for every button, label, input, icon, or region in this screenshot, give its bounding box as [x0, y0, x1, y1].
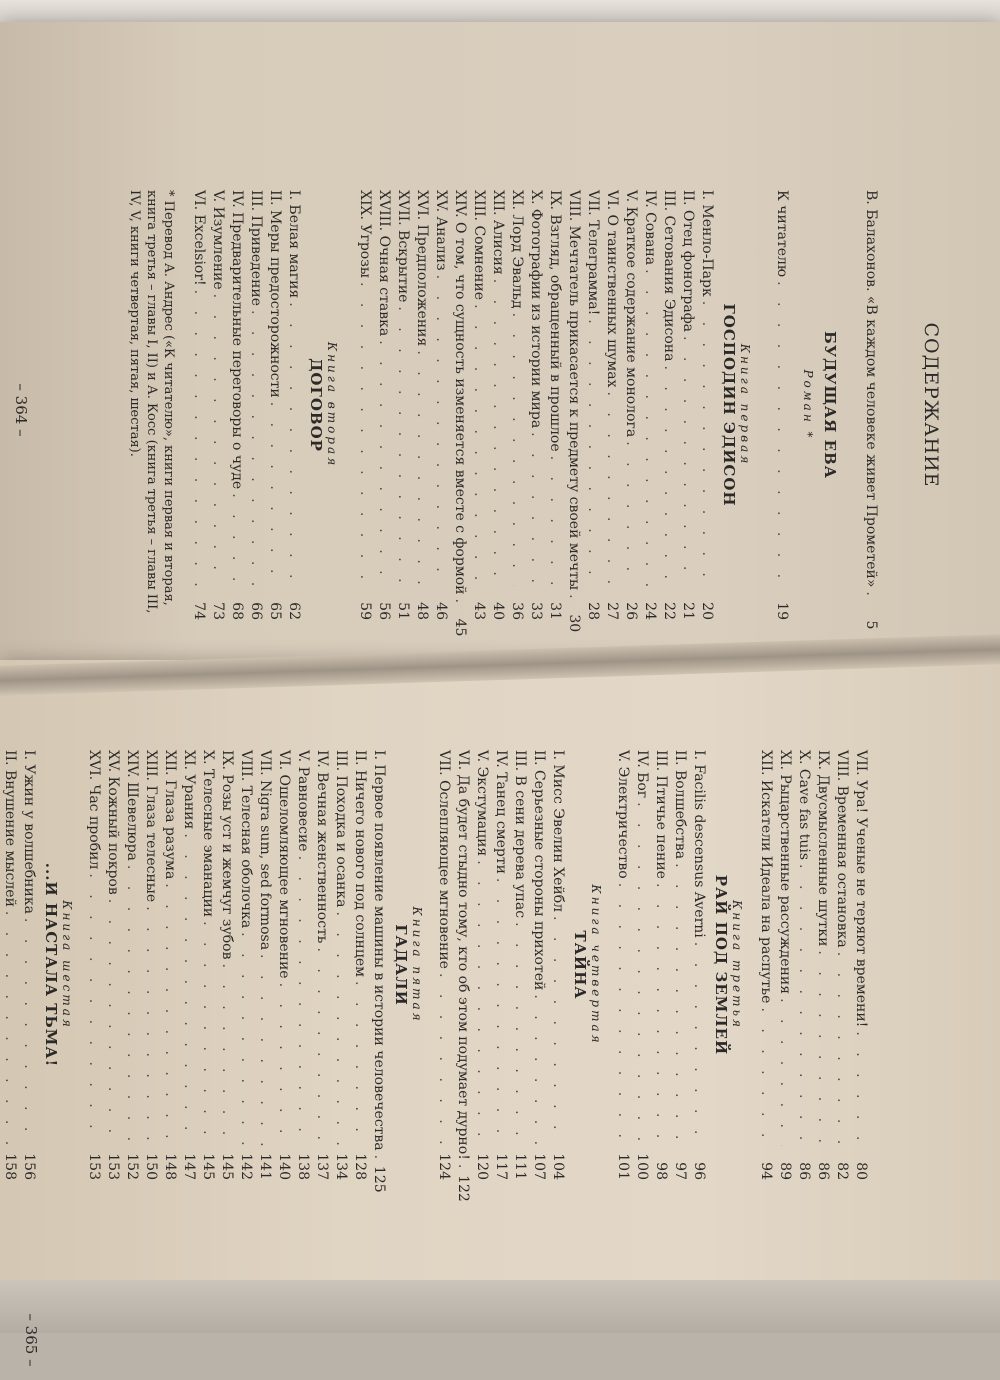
entry-page: 82: [834, 1162, 850, 1180]
leader-dots: [19, 914, 38, 1146]
toc-entry: [640, 190, 659, 620]
entry-page: 26: [623, 602, 639, 620]
leader-dots: [659, 361, 678, 586]
toc-entry: [453, 750, 472, 1202]
toc-entry: [355, 190, 374, 620]
entry-page: 31: [547, 602, 563, 620]
entry-page: 101: [615, 1153, 631, 1180]
toc-entry: [84, 750, 103, 1180]
toc-entry: [469, 190, 488, 620]
toc-entry: [507, 190, 526, 620]
entry-page: 73: [210, 602, 226, 620]
entry-page: 107: [531, 1153, 547, 1180]
leader-dots: [217, 959, 236, 1146]
entry-page: 27: [604, 602, 620, 620]
entry-page: 140: [276, 1153, 292, 1180]
leader-dots: [813, 946, 832, 1146]
entry-page: 142: [238, 1153, 254, 1180]
right-page-content: [0, 700, 1000, 1367]
entry-page: 145: [200, 1153, 216, 1180]
toc-entry: [488, 190, 507, 620]
book3-chapter-list: [613, 750, 708, 1180]
leader-dots: [564, 590, 583, 598]
entry-page: 40: [490, 602, 506, 620]
leader-dots: [613, 879, 632, 1146]
toc-entry: [227, 190, 246, 620]
leader-dots: [510, 918, 529, 1146]
book2-label: Книга вторая: [325, 341, 339, 469]
entry-title: VII. Ослепляющее мгновение: [436, 750, 452, 969]
leader-dots: [103, 895, 122, 1146]
entry-title: IX. Розы уст и жемчуг зубов: [219, 750, 235, 960]
book1-chapter-list: [355, 190, 716, 637]
entry-title: III. Походка и осанка: [333, 750, 349, 908]
translation-footnote: * Перевод А. Андрес («К читателю», книги первая и вторая, книга третья – главы I, II) и А. Косс (книга третья – главы III, IV, V, книги четвертая, пятая, шестая).: [127, 190, 176, 614]
leader-dots: [491, 874, 510, 1146]
leader-dots: [472, 856, 491, 1146]
toc-entry: [217, 750, 236, 1180]
entry-title: II. Волшебства: [672, 750, 688, 860]
entry-page: 45: [452, 618, 468, 637]
toc-entry: [312, 750, 331, 1180]
toc-entry: [526, 190, 545, 620]
entry-page: 117: [493, 1153, 509, 1180]
toc-entry: [431, 190, 450, 620]
entry-title: XII. Алисия: [490, 190, 506, 275]
left-page-content: [0, 40, 1000, 680]
leader-dots: [772, 277, 791, 586]
toc-entry: [510, 750, 529, 1180]
toc-entry: [393, 190, 412, 620]
toc-entry: [851, 750, 870, 1180]
book4-chapter-list: [434, 750, 567, 1202]
entry-page: 28: [585, 602, 601, 620]
toc-entry: [208, 190, 227, 620]
entry-title: VI. Ошеломляющее мгновение: [276, 750, 292, 979]
entry-title: XIII. Глаза телесные: [143, 750, 159, 903]
entry-title: VII. Nigra sum, sed formosa: [257, 750, 273, 951]
leader-dots: [794, 860, 813, 1146]
novel-title: БУДУЩАЯ ЕВА: [821, 331, 839, 479]
entry-title: I. Facilis descensus Averni: [691, 750, 707, 938]
book5-chapter-list: [84, 750, 388, 1193]
toc-entry: [545, 190, 564, 620]
toc-entry: [350, 750, 369, 1180]
leader-dots: [312, 943, 331, 1146]
leader-dots: [355, 278, 374, 586]
entry-title: VIII. Телесная оболочка: [238, 750, 254, 929]
leader-dots: [198, 917, 217, 1146]
entry-page: 30: [566, 614, 582, 633]
toc-entry: [160, 750, 179, 1180]
entry-page: 56: [376, 602, 392, 620]
toc-entry: [122, 750, 141, 1180]
leader-dots: [640, 265, 659, 586]
entry-page: 5: [863, 620, 879, 630]
entry-page: 36: [509, 602, 525, 620]
toc-entry: [689, 750, 708, 1180]
page-number-right: – 365 –: [22, 1313, 40, 1367]
toc-entry: [670, 750, 689, 1180]
entry-page: 20: [699, 602, 715, 620]
leader-dots: [284, 298, 303, 586]
leader-dots: [756, 1003, 775, 1146]
book3-tail-chapter-list: [756, 750, 870, 1180]
entry-page: 86: [796, 1162, 812, 1180]
entry-page: 141: [257, 1153, 273, 1180]
leader-dots: [469, 300, 488, 586]
toc-left: [126, 190, 942, 637]
leader-dots: [434, 969, 453, 1146]
leader-dots: [84, 869, 103, 1146]
entry-page: 48: [414, 602, 430, 620]
leader-dots: [861, 587, 880, 595]
entry-page: 21: [680, 602, 696, 620]
toc-entry: [0, 750, 19, 1180]
leader-dots: [160, 879, 179, 1146]
leader-dots: [350, 977, 369, 1146]
entry-page: 150: [143, 1153, 159, 1180]
entry-title: XIII. Сомнение: [471, 190, 487, 301]
toc-entry: [236, 750, 255, 1180]
entry-page: 65: [267, 602, 283, 620]
entry-title: IV. Предварительные переговоры о чуде: [229, 190, 245, 490]
leader-dots: [526, 428, 545, 586]
toc-entry: [369, 750, 388, 1193]
book2-title: ДОГОВОР: [307, 358, 325, 452]
novel-subtitle: Роман *: [801, 369, 815, 441]
entry-page: 104: [550, 1153, 566, 1180]
entry-page: 134: [333, 1153, 349, 1180]
leader-dots: [851, 1027, 870, 1146]
leader-dots: [431, 271, 450, 586]
leader-dots: [208, 290, 227, 586]
entry-title: II. Отец фонографа: [680, 190, 696, 333]
entry-page: 33: [528, 602, 544, 620]
entry-page: 51: [395, 602, 411, 620]
entry-title: XI. Рыцарственные рассуждения: [777, 750, 793, 995]
entry-page: 98: [653, 1162, 669, 1180]
entry-title: I. Менло-Парк: [699, 190, 715, 297]
entry-page: 153: [105, 1153, 121, 1180]
entry-title: XV. Кожный покров: [105, 750, 121, 895]
leader-dots: [393, 302, 412, 586]
book6-label: Книга шестая: [60, 900, 74, 1030]
book4-title: ТАЙНА: [571, 930, 589, 1000]
entry-page: 148: [162, 1153, 178, 1180]
entry-title: К читателю: [774, 190, 790, 278]
book1-title: ГОСПОДИН ЭДИСОН: [720, 303, 738, 507]
entry-title: VIII. Временная остановка: [834, 750, 850, 948]
toc-entry: [246, 190, 265, 620]
entry-page: 128: [352, 1153, 368, 1180]
toc-entry: [775, 750, 794, 1180]
toc-entry: [583, 190, 602, 620]
book5-title: ГАДАЛИ: [392, 924, 410, 1006]
toc-entry: [613, 750, 632, 1180]
entry-title: III. Сетования Эдисона: [661, 190, 677, 362]
entry-page: 145: [219, 1153, 235, 1180]
toc-entry: [678, 190, 697, 620]
leader-dots: [274, 979, 293, 1146]
entry-page: 156: [21, 1153, 37, 1180]
entry-page: 120: [474, 1153, 490, 1180]
entry-page: 66: [248, 602, 264, 620]
leader-dots: [670, 859, 689, 1146]
toc-entry: [198, 750, 217, 1180]
toc-entry: [189, 190, 208, 620]
entry-title: VI. О таинственных шумах: [604, 190, 620, 388]
toc-entry: [548, 750, 567, 1180]
book6-title: ...И НАСТАЛА ТЬМА!: [42, 862, 60, 1068]
entry-page: 24: [642, 602, 658, 620]
entry-title: XV. Анализ: [433, 190, 449, 271]
entry-title: XI. Лорд Эвальд: [509, 190, 525, 309]
toc-entry: [374, 190, 393, 620]
entry-title: V. Экстумация: [474, 750, 490, 857]
entry-title: III. Приведение: [248, 190, 264, 307]
leader-dots: [507, 309, 526, 586]
toc-entry: [434, 750, 453, 1180]
toc-entry: [621, 190, 640, 620]
entry-title: IV. Танец смерти: [493, 750, 509, 874]
entry-title: V. Краткое содержание монолога: [623, 190, 639, 438]
entry-title: XIV. Шевелюра: [124, 750, 140, 861]
leader-dots: [602, 388, 621, 586]
entry-page: 137: [314, 1153, 330, 1180]
leader-dots: [331, 907, 350, 1146]
entry-page: 122: [455, 1175, 471, 1202]
entry-page: 62: [286, 602, 302, 620]
entry-title: I. Первое появление машины в истории человечества: [371, 750, 387, 1151]
toc-right: [0, 750, 870, 1202]
toc-entry: [255, 750, 274, 1180]
leader-dots: [651, 879, 670, 1146]
entry-title: IX. Взгляд, обращенный в прошлое: [547, 190, 563, 452]
toc-entry: [19, 750, 38, 1180]
toc-entry: [832, 750, 851, 1180]
entry-title: X. Фотографии из истории мира: [528, 190, 544, 429]
entry-title: XVI. Час пробил: [86, 750, 102, 870]
book6-chapter-list: [0, 750, 38, 1180]
leader-dots: [621, 437, 640, 586]
entry-title: VI. Да будет стыдно тому, кто об этом подумает дурно!: [455, 750, 471, 1160]
toc-entry: [274, 750, 293, 1180]
leader-dots: [122, 861, 141, 1146]
entry-page: 43: [471, 602, 487, 620]
entry-page: 147: [181, 1153, 197, 1180]
toc-entry: [179, 750, 198, 1180]
leader-dots: [453, 1160, 472, 1168]
toc-entry: [450, 190, 469, 637]
entry-page: 94: [758, 1162, 774, 1180]
entry-title: IX. Двусмысленные шутки: [815, 750, 831, 947]
entry-title: II. Ничего нового под солнцем: [352, 750, 368, 978]
leader-dots: [548, 912, 567, 1146]
entry-page: 100: [634, 1153, 650, 1180]
book5-label: Книга пятая: [410, 906, 424, 1024]
entry-page: 22: [661, 602, 677, 620]
entry-page: 152: [124, 1153, 140, 1180]
toc-entry: [331, 750, 350, 1180]
toc-entry: [491, 750, 510, 1180]
leader-dots: [697, 297, 716, 586]
book2-chapter-list: [189, 190, 303, 620]
entry-page: 158: [2, 1153, 18, 1180]
entry-page: 153: [86, 1153, 102, 1180]
leader-dots: [369, 1151, 388, 1159]
leader-dots: [583, 315, 602, 586]
entry-title: X. Cave fas tuis: [796, 750, 812, 861]
toc-entry: [284, 190, 303, 620]
toc-entry-to-reader: [772, 190, 791, 620]
leader-dots: [246, 306, 265, 586]
toc-entry: [293, 750, 312, 1180]
leader-dots: [179, 829, 198, 1146]
toc-entry: [412, 190, 431, 620]
entry-title: XVII. Вскрытие: [395, 190, 411, 303]
leader-dots: [227, 489, 246, 586]
book4-label: Книга четвертая: [589, 884, 603, 1046]
entry-title: II. Внушение мыслей: [2, 750, 18, 907]
entry-title: VII. Телеграмма!: [585, 190, 601, 316]
leader-dots: [545, 452, 564, 586]
toc-entry: [756, 750, 775, 1180]
entry-page: 80: [853, 1162, 869, 1180]
entry-page: 125: [371, 1165, 387, 1193]
entry-page: 89: [777, 1162, 793, 1180]
entry-title: XI. Урания: [181, 750, 197, 830]
leader-dots: [488, 275, 507, 586]
entry-page: 68: [229, 602, 245, 620]
entry-title: I. Белая магия: [286, 190, 302, 299]
entry-title: I. Мисс Эвелин Хейбл: [550, 750, 566, 913]
entry-title: XIX. Угрозы: [357, 190, 373, 278]
book3-title: РАЙ ПОД ЗЕМЛЕЙ: [712, 874, 730, 1056]
leader-dots: [265, 398, 284, 586]
toc-entry: [794, 750, 813, 1180]
entry-title: V. Изумление: [210, 190, 226, 290]
entry-page: 19: [774, 602, 790, 620]
leader-dots: [529, 990, 548, 1146]
entry-title: IV. Бог: [634, 750, 650, 799]
entry-page: 97: [672, 1162, 688, 1180]
toc-entry: [141, 750, 160, 1180]
leader-dots: [189, 286, 208, 586]
entry-title: V. Электричество: [615, 750, 631, 879]
entry-title: V. Равновесие: [295, 750, 311, 852]
leader-dots: [689, 938, 708, 1146]
toc-heading: СОДЕРЖАНИЕ: [920, 322, 942, 488]
entry-title: XII. Искатели Идеала на распутье: [758, 750, 774, 1004]
entry-page: 86: [815, 1162, 831, 1180]
entry-title: VIII. Мечтатель прикасается к предмету своей мечты: [566, 190, 582, 591]
toc-entry-intro: [861, 190, 880, 630]
entry-page: 124: [436, 1153, 452, 1180]
leader-dots: [632, 798, 651, 1146]
toc-entry: [265, 190, 284, 620]
page-number-left: – 364 –: [12, 383, 30, 437]
leader-dots: [141, 902, 160, 1146]
toc-entry: [602, 190, 621, 620]
entry-title: IV. Вечная женственность: [314, 750, 330, 944]
toc-entry: [632, 750, 651, 1180]
toc-entry: [103, 750, 122, 1180]
leader-dots: [293, 852, 312, 1146]
entry-title: В. Балахонов. «В каждом человеке живет Прометей»: [863, 190, 879, 588]
entry-title: II. Меры предосторожности: [267, 190, 283, 398]
book3-label: Книга третья: [730, 900, 744, 1030]
leader-dots: [775, 994, 794, 1146]
toc-entry: [472, 750, 491, 1180]
entry-title: II. Серьезные стороны прихотей: [531, 750, 547, 991]
leader-dots: [678, 332, 697, 586]
leader-dots: [255, 950, 274, 1146]
entry-title: VII. Ура! Ученые не теряют времени!: [853, 750, 869, 1028]
toc-entry: [813, 750, 832, 1180]
entry-title: IV. Сована: [642, 190, 658, 266]
entry-title: III. В сени дерева упас: [512, 750, 528, 919]
entry-title: XVIII. Очная ставка: [376, 190, 392, 337]
entry-page: 59: [357, 602, 373, 620]
entry-page: 96: [691, 1162, 707, 1180]
entry-title: XII. Глаза разума: [162, 750, 178, 880]
toc-entry: [659, 190, 678, 620]
entry-page: 111: [512, 1153, 528, 1180]
entry-title: X. Телесные эманации: [200, 750, 216, 918]
entry-page: 46: [433, 602, 449, 620]
toc-entry: [529, 750, 548, 1180]
entry-page: 138: [295, 1153, 311, 1180]
leader-dots: [450, 594, 469, 602]
entry-title: XVI. Предположения: [414, 190, 430, 347]
entry-title: III. Птичье пение: [653, 750, 669, 879]
leader-dots: [236, 928, 255, 1146]
leader-dots: [832, 948, 851, 1146]
leader-dots: [412, 346, 431, 586]
toc-entry: [651, 750, 670, 1180]
leader-dots: [0, 907, 19, 1146]
entry-title: I. Ужин у волшебника: [21, 750, 37, 914]
entry-title: XIV. О том, что сущность изменяется вместе с формой: [452, 190, 468, 595]
toc-entry: [697, 190, 716, 620]
leader-dots: [374, 336, 393, 586]
book1-label: Книга первая: [738, 343, 752, 467]
toc-entry: [564, 190, 583, 633]
entry-page: 74: [191, 602, 207, 620]
entry-title: VI. Excelsior!: [191, 190, 207, 286]
